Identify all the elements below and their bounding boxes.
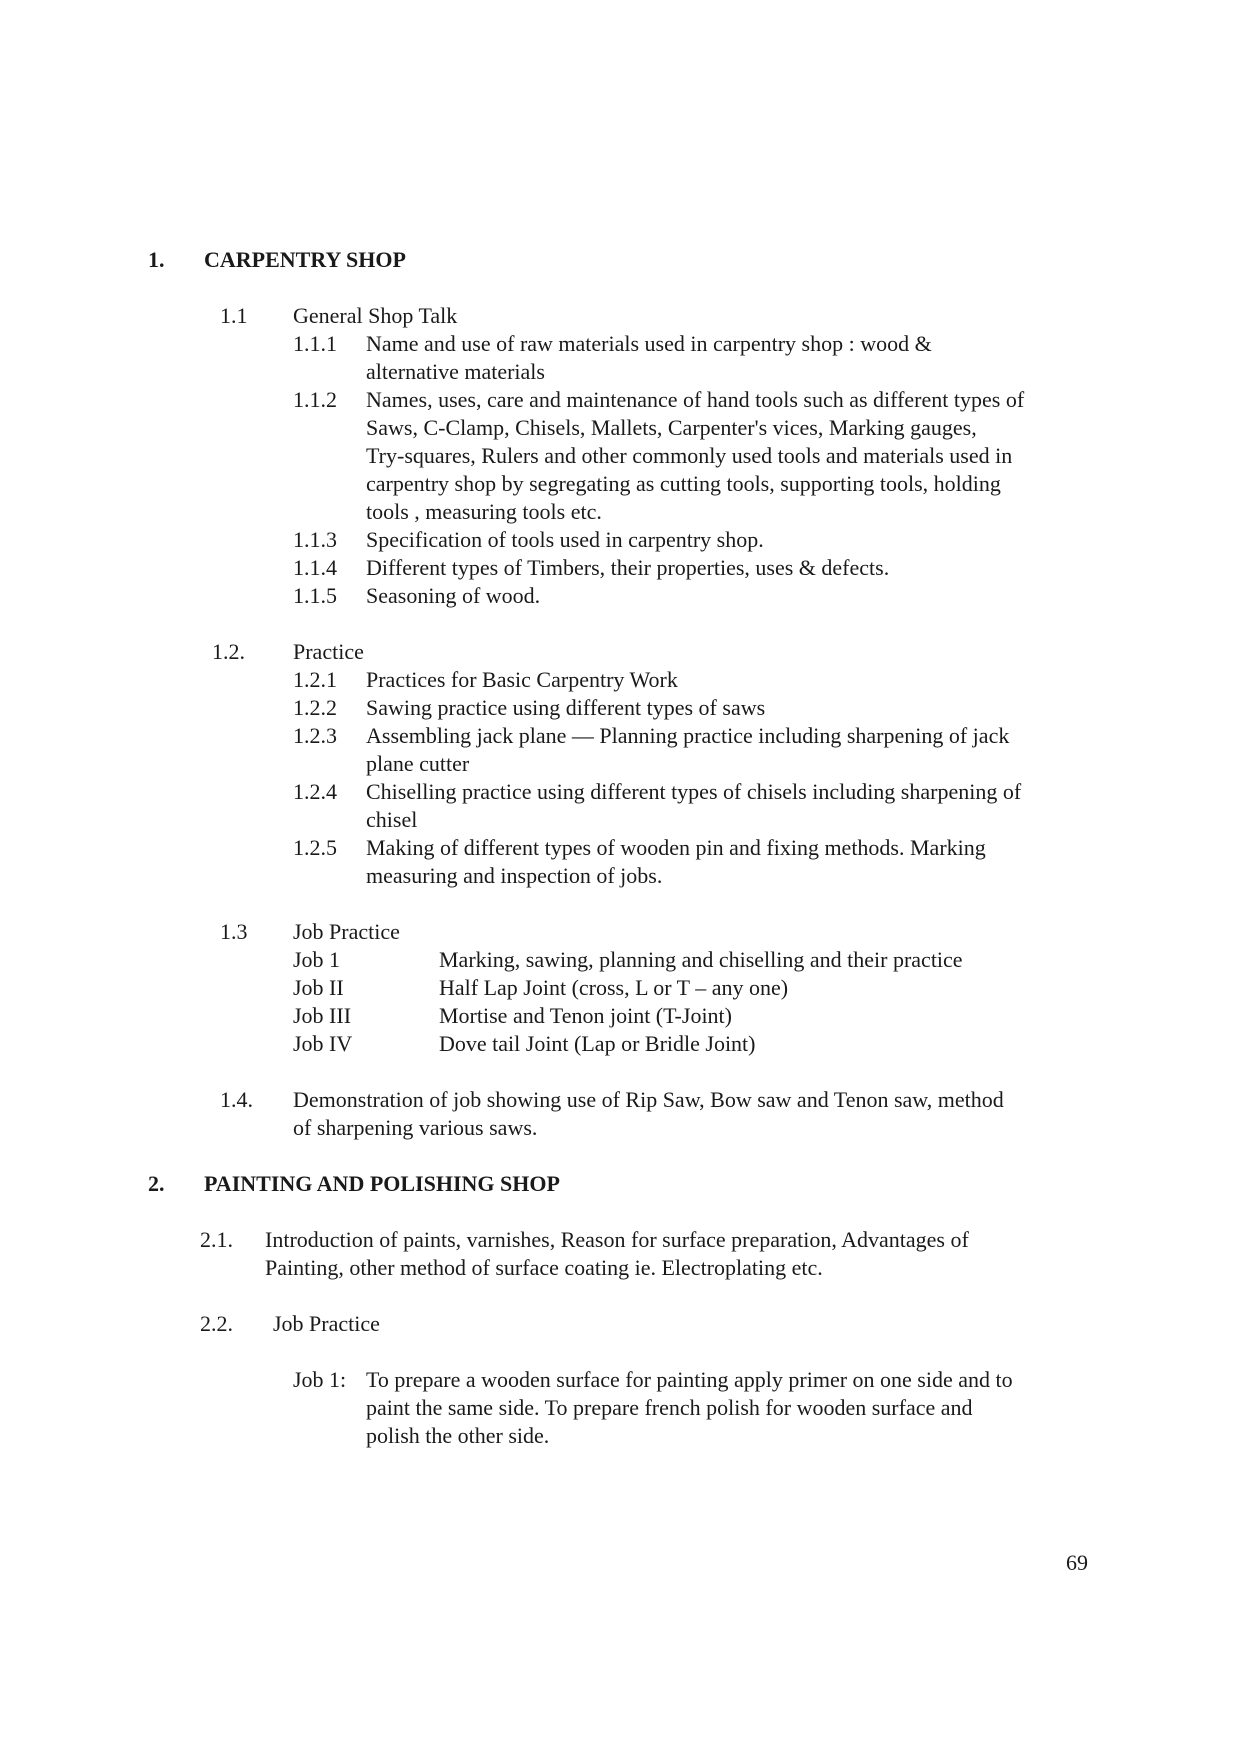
item-text: Assembling jack plane — Planning practice including sharpening of jack [366,723,1010,748]
item-text: Saws, C-Clamp, Chisels, Mallets, Carpenter's vices, Marking gauges, [366,415,977,440]
job-text: To prepare a wooden surface for painting apply primer on one side and to [366,1367,1013,1392]
subsection-number: 2.1. [200,1227,233,1252]
job-text: Dove tail Joint (Lap or Bridle Joint) [439,1031,756,1056]
subsection-title: General Shop Talk [293,303,458,328]
subsection-number: 2.2. [200,1311,233,1336]
job-text: polish the other side. [366,1423,550,1448]
item-text: Names, uses, care and maintenance of hand tools such as different types of [366,387,1025,412]
item-number: 1.1.3 [293,527,337,552]
job-label: Job II [293,975,344,1000]
item-text: plane cutter [366,751,470,776]
section-number: 1. [148,247,165,272]
job-text: Mortise and Tenon joint (T-Joint) [439,1003,732,1028]
item-number: 1.1.5 [293,583,337,608]
subsection-text: Introduction of paints, varnishes, Reason for surface preparation, Advantages of [265,1227,969,1252]
page-number: 69 [1066,1550,1088,1575]
section-number: 2. [148,1171,165,1196]
item-text: chisel [366,807,418,832]
subsection-text: Painting, other method of surface coating ie. Electroplating etc. [265,1255,823,1280]
job-label: Job IV [293,1031,353,1056]
item-text: Practices for Basic Carpentry Work [366,667,678,692]
item-text: Chiselling practice using different types of chisels including sharpening of [366,779,1022,804]
item-text: Seasoning of wood. [366,583,541,608]
item-text: Try-squares, Rulers and other commonly used tools and materials used in [366,443,1013,468]
item-number: 1.1.4 [293,555,337,580]
subsection-number: 1.1 [220,303,248,328]
subsection-title: Practice [293,639,364,664]
section-title: CARPENTRY SHOP [204,247,406,272]
subsection-text: Demonstration of job showing use of Rip Saw, Bow saw and Tenon saw, method [293,1087,1004,1112]
item-number: 1.2.1 [293,667,337,692]
subsection-number: 1.3 [220,919,248,944]
item-text: Name and use of raw materials used in carpentry shop : wood & [366,331,932,356]
item-number: 1.2.4 [293,779,337,804]
subsection-text: of sharpening various saws. [293,1115,538,1140]
job-label: Job 1: [293,1367,347,1392]
item-number: 1.2.3 [293,723,337,748]
item-text: Sawing practice using different types of saws [366,695,766,720]
job-text: paint the same side. To prepare french polish for wooden surface and [366,1395,973,1420]
item-text: Specification of tools used in carpentry shop. [366,527,764,552]
subsection-number: 1.4. [220,1087,253,1112]
item-number: 1.1.1 [293,331,337,356]
subsection-title: Job Practice [273,1311,380,1336]
item-number: 1.2.5 [293,835,337,860]
job-text: Marking, sawing, planning and chiselling and their practice [439,947,963,972]
subsection-number: 1.2. [212,639,245,664]
section-title: PAINTING AND POLISHING SHOP [204,1171,560,1196]
subsection-title: Job Practice [293,919,400,944]
item-text: Different types of Timbers, their properties, uses & defects. [366,555,890,580]
job-label: Job III [293,1003,352,1028]
job-label: Job 1 [293,947,341,972]
item-text: measuring and inspection of jobs. [366,863,663,888]
item-number: 1.2.2 [293,695,337,720]
item-text: alternative materials [366,359,545,384]
item-text: tools , measuring tools etc. [366,499,602,524]
job-text: Half Lap Joint (cross, L or T – any one) [439,975,789,1000]
item-text: Making of different types of wooden pin and fixing methods. Marking [366,835,986,860]
item-text: carpentry shop by segregating as cutting tools, supporting tools, holding [366,471,1001,496]
item-number: 1.1.2 [293,387,337,412]
